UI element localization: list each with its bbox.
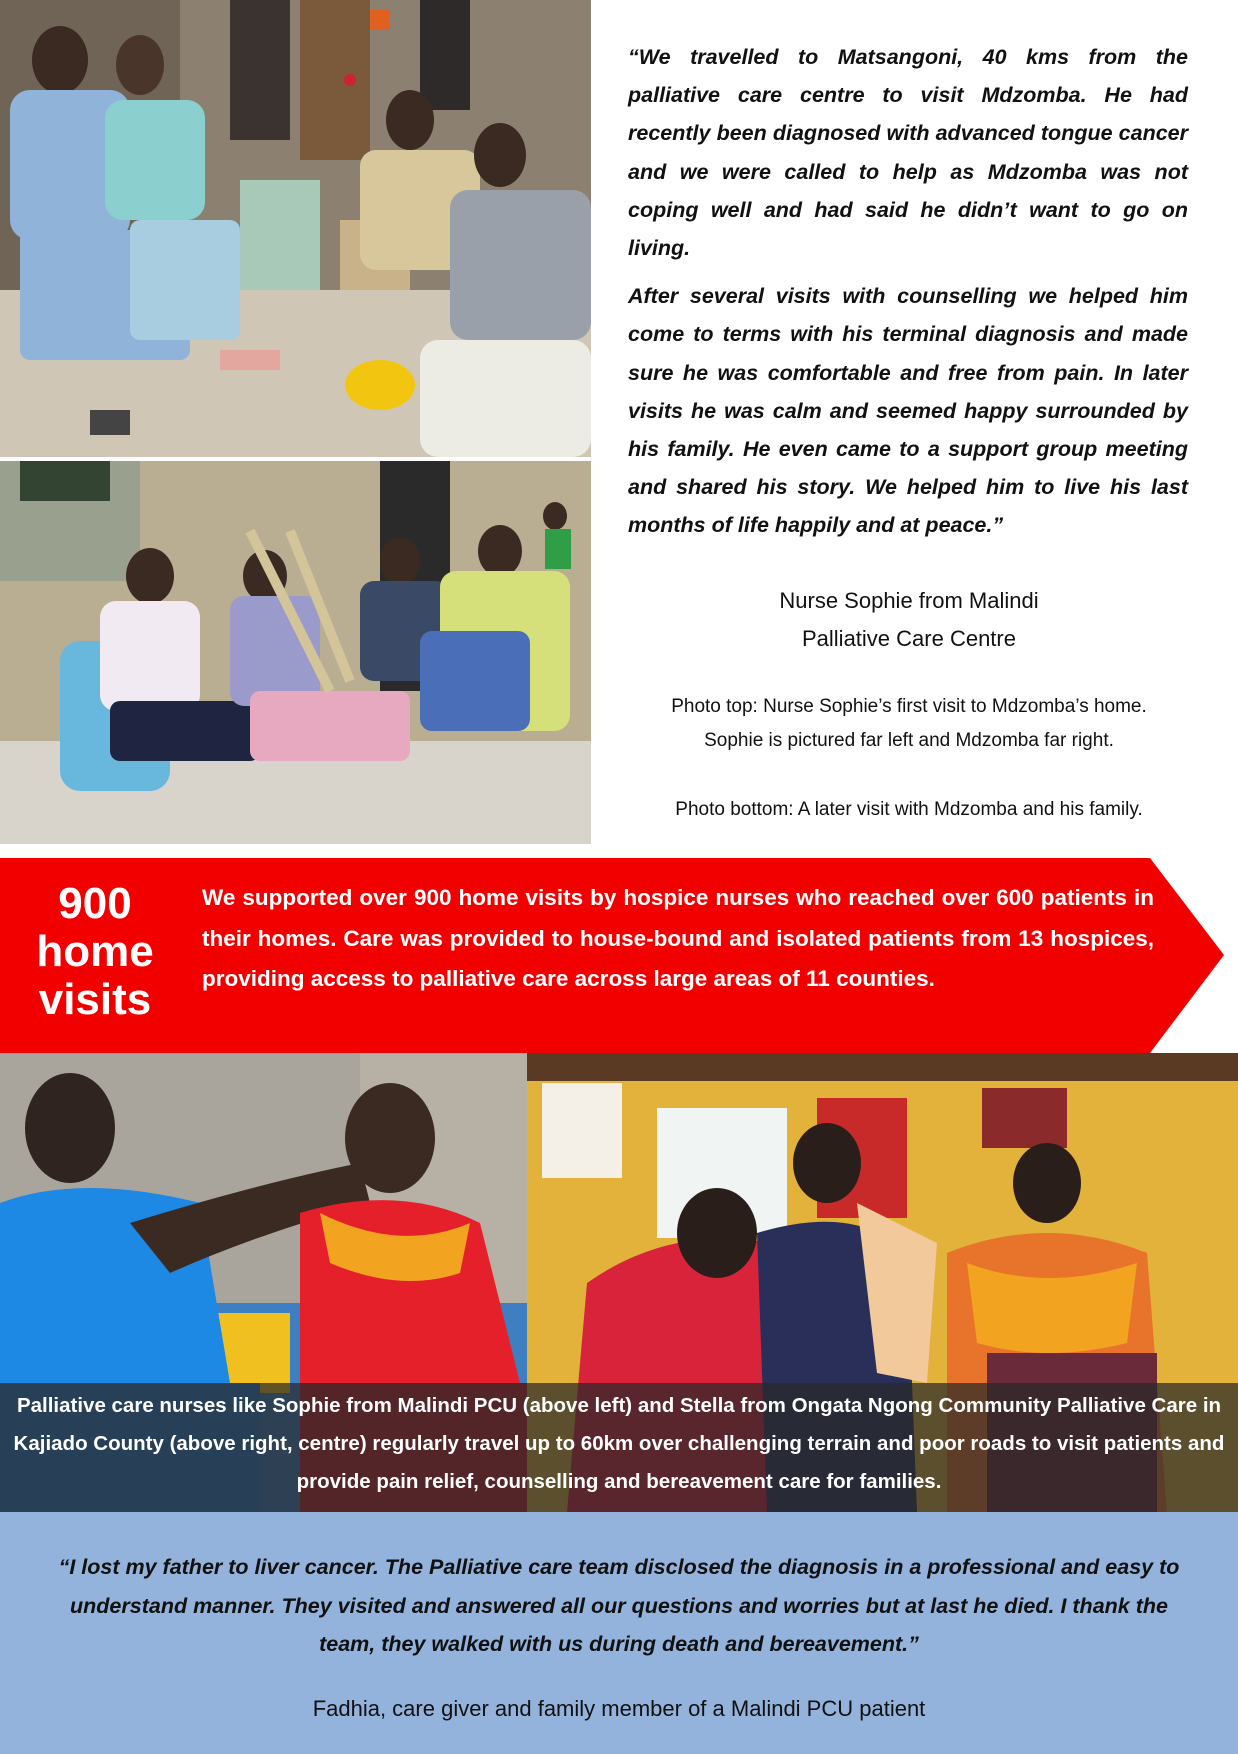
photo-caption-text: Palliative care nurses like Sophie from Malindi PCU (above left) and Stella from Ongata Ngong Community Palliative Care in Kajiado County (above right, centre) regularly travel up to 60km over challenging terrain and poor roads to visit patients and provide pain relief, counselling and bereavement care for families. [13, 1394, 1225, 1493]
testimonial-footer [0, 1512, 1238, 1754]
photo-nurse-visit-home [0, 0, 591, 457]
testimonial-quote: “I lost my father to liver cancer. The Palliative care team disclosed the diagnosis in a professional and easy to understand manner. They visited and answered all our questions and worries but at last he died. I thank the team, they walked with us during death and bereavement.” [58, 1555, 1180, 1656]
photo-caption-overlay [0, 1383, 1238, 1512]
caption-bottom-photo: Photo bottom: A later visit with Mdzomba and his family. [675, 799, 1143, 820]
story-paragraph-1: “We travelled to Matsangoni, 40 kms from the palliative care centre to visit Mdzomba. He had recently been diagnosed with advanced tongue cancer and we were called to help as Mdzomba was not coping well and had said he didn’t want to go on living. [628, 45, 1188, 261]
story-quote [628, 38, 1188, 555]
attribution-name: Nurse Sophie from Malindi [779, 588, 1039, 613]
story-paragraph-2: After several visits with counselling we helped him come to terms with his terminal diagnosis and made sure he was comfortable and free from pain. In later visits he was calm and seemed happy surrounded by his family. He even came to a support group meeting and shared his story. We helped him to live his last months of life happily and at peace.” [628, 284, 1188, 538]
banner-description: We supported over 900 home visits by hospice nurses who reached over 600 patients in their homes. Care was provided to house-bound and isolated patients from 13 hospices, providing access to palliative care across large areas of 11 counties. [202, 885, 1154, 991]
home-visits-banner [0, 858, 1224, 1053]
caption-top-photo [610, 690, 1208, 758]
banner-label-line-1: home [36, 927, 154, 976]
photo-family-visit [0, 461, 591, 844]
testimonial-attribution: Fadhia, care giver and family member of a Malindi PCU patient [312, 1696, 926, 1721]
story-attribution [610, 582, 1208, 658]
attribution-organization: Palliative Care Centre [802, 626, 1016, 651]
caption-top-line-1: Photo top: Nurse Sophie’s first visit to Mdzomba’s home. [671, 696, 1147, 717]
banner-label-line-2: visits [38, 975, 152, 1024]
banner-stat [0, 880, 190, 1024]
banner-number: 900 [58, 879, 132, 928]
caption-top-line-2: Sophie is pictured far left and Mdzomba far right. [704, 730, 1114, 751]
